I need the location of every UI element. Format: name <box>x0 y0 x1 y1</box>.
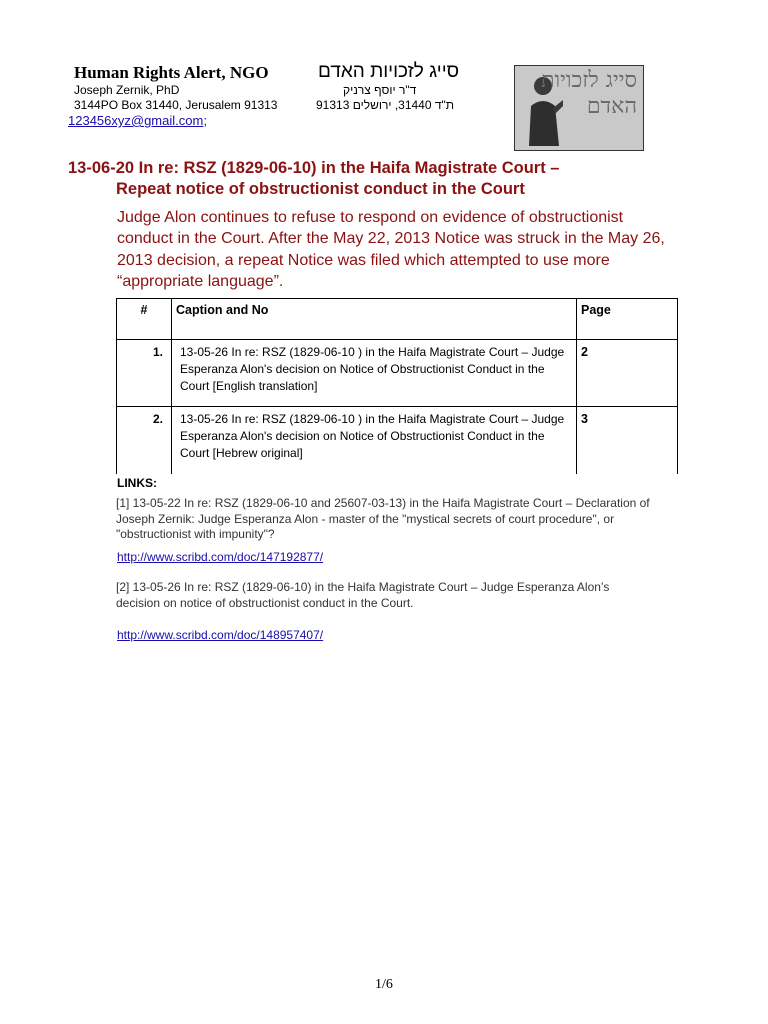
row-caption: 13-05-26 In re: RSZ (1829-06-10 ) in the Haifa Magistrate Court – Judge Esperanza Alon's decision on Notice of Obstructionist Conduct in the Court [Hebrew original] <box>172 407 577 475</box>
table-row <box>117 340 678 407</box>
row-page: 2 <box>577 340 678 407</box>
links-heading: LINKS: <box>117 476 157 490</box>
row-number: 1. <box>117 340 172 407</box>
org-name-hebrew: סייג לזכויות האדם <box>318 61 460 82</box>
link-description: [1] 13-05-22 In re: RSZ (1829-06-10 and 25607-03-13) in the Haifa Magistrate Court – Declaration of Joseph Zernik: Judge Esperanza Alon - master of the "mystical secrets of court procedure", or "obstructionist with impunity"? <box>116 496 650 541</box>
person-name: Joseph Zernik, PhD <box>74 83 180 97</box>
header-page: Page <box>577 299 678 340</box>
link-description: [2] 13-05-26 In re: RSZ (1829-06-10) in the Haifa Magistrate Court – Judge Esperanza Alon’s decision on notice of obstructionist conduct in the Court. <box>116 580 610 610</box>
email-line <box>68 113 207 128</box>
header-caption: Caption and No <box>172 299 577 340</box>
row-number: 2. <box>117 407 172 475</box>
link-url[interactable]: http://www.scribd.com/doc/147192877/ <box>117 550 324 564</box>
link-url[interactable]: http://www.scribd.com/doc/148957407/ <box>117 628 324 642</box>
contents-table <box>116 298 678 474</box>
title-line-2: Repeat notice of obstructionist conduct in the Court <box>116 180 525 198</box>
address: 3144PO Box 31440, Jerusalem 91313 <box>74 98 278 112</box>
table-row <box>117 407 678 475</box>
org-name: Human Rights Alert, NGO <box>74 63 269 82</box>
person-name-hebrew: ד"ר יוסף צרניק <box>343 83 417 97</box>
email-suffix: ; <box>203 113 207 128</box>
row-page: 3 <box>577 407 678 475</box>
page-title <box>68 158 708 200</box>
header-number: # <box>117 299 172 340</box>
email-link[interactable]: 123456xyz@gmail.com <box>68 113 204 128</box>
org-logo <box>514 65 644 151</box>
page-number: 1/6 <box>375 977 393 992</box>
intro-paragraph: Judge Alon continues to refuse to respond on evidence of obstructionist conduct in the Court. After the May 22, 2013 Notice was struck in the May 26, 2013 decision, a repeat Notice was filed which attempted to use more “appropriate language”. <box>117 209 665 290</box>
logo-text: סייג לזכויות האדם <box>541 68 637 119</box>
title-line-1: 13-06-20 In re: RSZ (1829-06-10) in the Haifa Magistrate Court – <box>68 159 560 177</box>
table-header-row <box>117 299 678 340</box>
address-hebrew: ת"ד 31440, ירושלים 91313 <box>316 98 455 112</box>
row-caption: 13-05-26 In re: RSZ (1829-06-10 ) in the Haifa Magistrate Court – Judge Esperanza Alon's decision on Notice of Obstructionist Conduct in the Court [English translation] <box>172 340 577 407</box>
